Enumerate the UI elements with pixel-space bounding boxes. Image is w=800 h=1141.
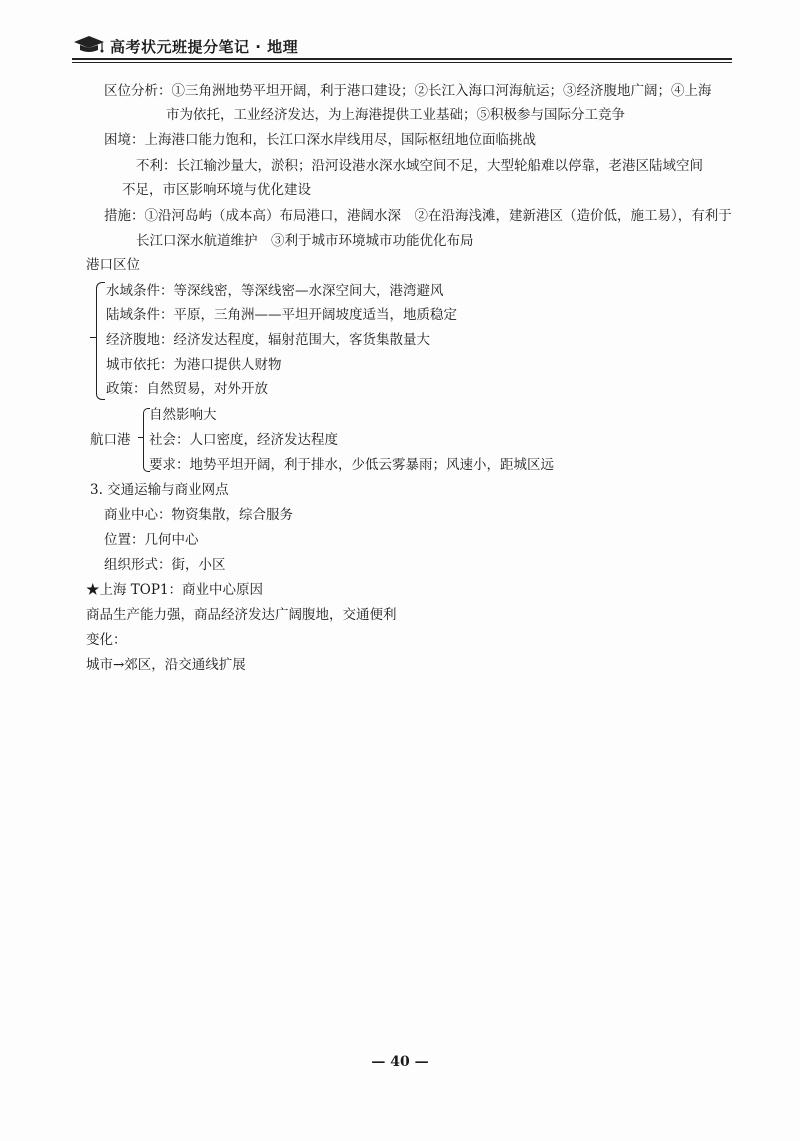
text-line: 困境：上海港口能力饱和，长江口深水岸线用尽，国际枢纽地位面临挑战 [104, 132, 536, 148]
text-line: 商品生产能力强，商品经济发达广阔腹地，交通便利 [86, 607, 397, 623]
header-rule-thin [72, 62, 732, 63]
text-line: 城市→郊区，沿交通线扩展 [86, 657, 246, 673]
page-header [72, 30, 732, 58]
text-line: 不足，市区影响环境与优化建设 [122, 182, 311, 198]
text-line: 措施：①沿河岛屿（成本高）布局港口，港阔水深 ②在沿海浅滩，建新港区（造价低，施工易），有利于 [104, 208, 732, 224]
section-heading: 港口区位 [86, 257, 140, 273]
header-title: 高考状元班提分笔记 · 地理 [110, 38, 299, 56]
text-line: 区位分析：①三角洲地势平坦开阔，利于港口建设；②长江入海口河海航运；③经济腹地广阔；④上海 [104, 83, 712, 99]
text-line: 商业中心：物资集散，综合服务 [104, 507, 293, 523]
text-line: 不利：长江输沙量大，淤积；沿河设港水深水域空间不足，大型轮船难以停靠，老港区陆域空间 [136, 158, 703, 174]
text-line: 政策：自然贸易，对外开放 [106, 381, 268, 397]
text-line: 要求：地势平坦开阔，利于排水，少低云雾暴雨；风速小，距城区远 [149, 457, 554, 473]
text-line: 社会：人口密度，经济发达程度 [149, 432, 338, 448]
text-line: 长江口深水航道维护 ③利于城市环境城市功能优化布局 [136, 233, 474, 249]
text-line: 城市依托：为港口提供人财物 [106, 357, 282, 373]
text-line: 组织形式：街，小区 [104, 557, 226, 573]
text-line: 自然影响大 [149, 407, 217, 423]
text-line: 市为依托，工业经济发达，为上海港提供工业基础；⑤积极参与国际分工竞争 [166, 107, 625, 123]
section-label: 航口港 [90, 432, 131, 448]
text-line: 位置：几何中心 [104, 532, 199, 548]
text-line: 经济腹地：经济发达程度，辐射范围大，客货集散量大 [106, 332, 430, 348]
text-line: 水域条件：等深线密，等深线密—水深空间大，港湾避风 [106, 283, 444, 299]
graduation-cap-icon [72, 34, 106, 54]
section-heading: 3. 交通运输与商业网点 [90, 482, 229, 498]
text-line: ★上海 TOP1：商业中心原因 [86, 582, 264, 598]
brace-bracket [96, 282, 105, 400]
text-line: 陆域条件：平原，三角洲——平坦开阔坡度适当，地质稳定 [106, 307, 457, 323]
page-number: — 40 — [371, 1054, 429, 1070]
text-line: 变化： [86, 632, 127, 648]
header-rule [72, 58, 732, 60]
